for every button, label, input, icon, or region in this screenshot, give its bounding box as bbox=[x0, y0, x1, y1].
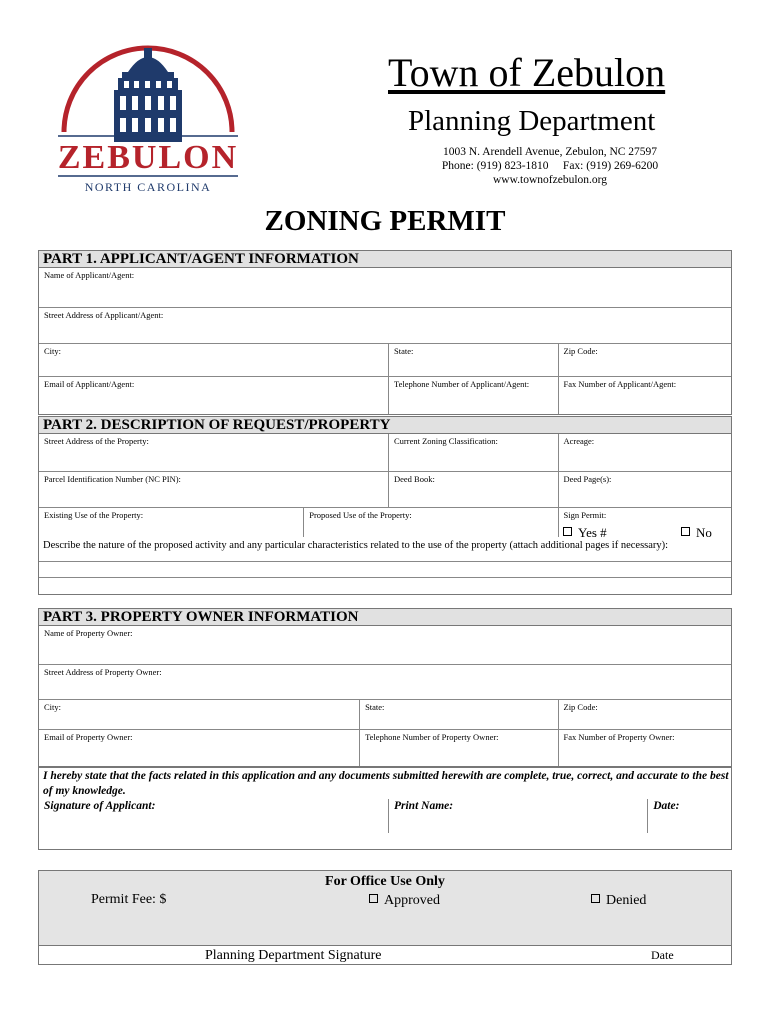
checkbox-icon[interactable] bbox=[591, 894, 600, 903]
part3-name-row bbox=[39, 626, 731, 664]
applicant-phone-field[interactable]: Telephone Number of Applicant/Agent: bbox=[388, 377, 558, 414]
deed-pages-field[interactable]: Deed Page(s): bbox=[558, 472, 732, 507]
part1-city-row bbox=[39, 343, 731, 376]
checkbox-icon[interactable] bbox=[563, 527, 572, 536]
describe-instructions: Describe the nature of the proposed activity and any particular characteristics related to the use of the property (attach additional pages if necessary): bbox=[43, 540, 669, 551]
planning-signature-field[interactable]: Planning Department Signature bbox=[205, 948, 382, 963]
checkbox-icon[interactable] bbox=[369, 894, 378, 903]
owner-email-field[interactable]: Email of Property Owner: bbox=[44, 732, 133, 742]
proposed-use-field[interactable]: Proposed Use of the Property: bbox=[303, 508, 557, 537]
contact-info bbox=[440, 145, 660, 187]
applicant-name-field[interactable]: Name of Applicant/Agent: bbox=[44, 270, 135, 280]
applicant-street-field[interactable]: Street Address of Applicant/Agent: bbox=[44, 310, 164, 320]
permit-fee-field[interactable]: Permit Fee: $ bbox=[91, 892, 167, 907]
page-title: ZONING PERMIT bbox=[264, 205, 506, 237]
office-use-section bbox=[38, 870, 732, 965]
part2-parcel-row bbox=[39, 471, 731, 507]
part2-address-row bbox=[39, 434, 731, 471]
logo-state: NORTH CAROLINA bbox=[84, 180, 212, 194]
owner-phone-field[interactable]: Telephone Number of Property Owner: bbox=[359, 730, 557, 767]
denied-label: Denied bbox=[606, 893, 647, 908]
deed-book-field[interactable]: Deed Book: bbox=[388, 472, 558, 507]
owner-street-field[interactable]: Street Address of Property Owner: bbox=[44, 667, 162, 677]
part3-heading: PART 3. PROPERTY OWNER INFORMATION bbox=[39, 609, 731, 626]
describe-line-1[interactable] bbox=[39, 561, 731, 577]
phone-fax: Phone: (919) 823-1810 Fax: (919) 269-6200 bbox=[441, 160, 659, 172]
applicant-signature-field[interactable]: Signature of Applicant: bbox=[44, 800, 156, 812]
owner-fax-field[interactable]: Fax Number of Property Owner: bbox=[558, 730, 732, 767]
applicant-zip-field[interactable]: Zip Code: bbox=[558, 344, 732, 376]
existing-use-field[interactable]: Existing Use of the Property: bbox=[44, 510, 144, 520]
part1-name-row bbox=[39, 268, 731, 307]
applicant-state-field[interactable]: State: bbox=[388, 344, 558, 376]
owner-state-field[interactable]: State: bbox=[359, 700, 557, 729]
approved-option[interactable] bbox=[369, 893, 440, 909]
office-use-bottom bbox=[39, 946, 731, 966]
part1-section bbox=[38, 250, 732, 415]
part1-contact-row bbox=[39, 376, 731, 414]
part1-street-row bbox=[39, 307, 731, 343]
describe-line-2[interactable] bbox=[39, 577, 731, 594]
certification-section bbox=[38, 766, 732, 850]
applicant-fax-field[interactable]: Fax Number of Applicant/Agent: bbox=[558, 377, 732, 414]
part2-section bbox=[38, 416, 732, 595]
date-field[interactable]: Date: bbox=[647, 799, 731, 833]
town-name: Town of Zebulon bbox=[388, 50, 666, 95]
signature-row bbox=[39, 799, 731, 833]
owner-zip-field[interactable]: Zip Code: bbox=[558, 700, 732, 729]
zoning-classification-field[interactable]: Current Zoning Classification: bbox=[388, 434, 558, 471]
office-use-title: For Office Use Only bbox=[325, 874, 445, 889]
approved-label: Approved bbox=[384, 893, 440, 908]
town-logo bbox=[48, 44, 248, 194]
denied-option[interactable] bbox=[591, 893, 646, 909]
checkbox-icon[interactable] bbox=[681, 527, 690, 536]
website: www.townofzebulon.org bbox=[492, 174, 608, 186]
part3-contact-row bbox=[39, 729, 731, 767]
part2-heading: PART 2. DESCRIPTION OF REQUEST/PROPERTY bbox=[39, 417, 731, 434]
department-name: Planning Department bbox=[408, 105, 656, 137]
certification-statement: I hereby state that the facts related in this application and any documents submitted herewith are complete, true, correct, and accurate to the best of my knowledge. bbox=[43, 770, 729, 797]
applicant-email-field[interactable]: Email of Applicant/Agent: bbox=[44, 379, 135, 389]
property-street-field[interactable]: Street Address of the Property: bbox=[44, 436, 149, 446]
part2-use-row bbox=[39, 507, 731, 537]
courthouse-logo-icon bbox=[48, 44, 248, 194]
applicant-city-field[interactable]: City: bbox=[44, 346, 62, 356]
sign-permit-yes-label: Yes # bbox=[578, 525, 607, 540]
sign-permit-no[interactable] bbox=[681, 525, 712, 540]
part3-city-row bbox=[39, 699, 731, 729]
office-date-field[interactable]: Date bbox=[651, 948, 674, 962]
office-use-top bbox=[39, 871, 731, 946]
sign-permit-no-label: No bbox=[696, 525, 712, 540]
sign-permit-label: Sign Permit: bbox=[563, 510, 607, 520]
sign-permit-yes[interactable] bbox=[563, 525, 607, 540]
parcel-pin-field[interactable]: Parcel Identification Number (NC PIN): bbox=[44, 474, 181, 484]
acreage-field[interactable]: Acreage: bbox=[558, 434, 732, 471]
address: 1003 N. Arendell Avenue, Zebulon, NC 27597 bbox=[442, 146, 658, 158]
owner-city-field[interactable]: City: bbox=[44, 702, 62, 712]
print-name-field[interactable]: Print Name: bbox=[388, 799, 647, 833]
part3-street-row bbox=[39, 664, 731, 699]
logo-wordmark: ZEBULON bbox=[57, 139, 239, 176]
part3-section bbox=[38, 608, 732, 768]
part1-heading: PART 1. APPLICANT/AGENT INFORMATION bbox=[39, 251, 731, 268]
owner-name-field[interactable]: Name of Property Owner: bbox=[44, 628, 133, 638]
